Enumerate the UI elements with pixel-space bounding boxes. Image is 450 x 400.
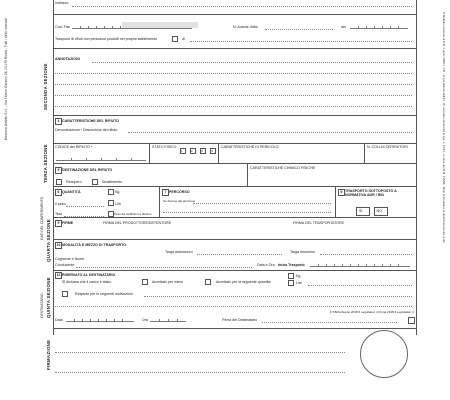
percorso-title: PERCORSO [169,190,190,194]
stamp-circle [360,330,408,378]
quantita-kg-label: Kg. [115,190,121,194]
section-10-number: 10 [56,243,61,247]
indirizzo-line[interactable] [72,6,412,7]
section-8-number: 8 [338,189,345,196]
stamp-area-line-2[interactable] [55,372,345,373]
accettato-quantita-checkbox[interactable] [205,279,211,285]
firme-title: FIRME [62,221,74,225]
adr-no-label: NO [376,208,382,213]
caratteristiche-pericolo-label: CARATTERISTICHE DI PERICOLO [221,145,279,149]
percorso-line-1[interactable] [193,203,331,204]
n-autoriz-label: N. Autoriz./Albo [233,25,258,29]
modalita-title: MODALITÀ E MEZZO DI TRASPORTO [62,243,127,247]
respinto-label: Respinto per le seguenti motivazioni [75,292,133,296]
recupero-label: Recupero [66,180,82,184]
section-4-number: 4 [55,118,62,125]
stato-fisico-2-label: 2 [191,148,193,153]
inizio-trasporto-label: Inizio Trasporto [278,263,305,267]
percorso-subtitle: Se diverso dal più breve [163,199,196,203]
tara-label: Tara [55,212,62,216]
del-date-field[interactable] [350,23,408,29]
accettato-intero-checkbox[interactable] [142,279,148,285]
data-ora-label: Data e Ora [257,263,275,267]
section-3-label: TERZA SEZIONE [43,144,48,183]
section-5-label: QUINTA SEZIONE [46,276,51,318]
accettato-intero-label: Accettato per intero [152,280,184,284]
section-5-small-label: DESTINATARIO [40,293,44,318]
main-left-border [53,0,54,335]
smaltimento-label: Smaltimento [102,180,122,184]
colli-label: N. COLLI/CONTENITORI [367,145,408,149]
legal-vertical-text: ® Modello conforme al D.M. 1 aprile 1998 n. 145 - di tipo definito dall'art. 15, secondo comma del D.Lgs. n. 22/97 - ai sensi del D.M. 145/98 - Mod. di formulario di identificazione del rifiuto [442,12,446,243]
stato-fisico-3-label: 3 [201,148,203,153]
dest-kg-checkbox[interactable] [288,273,294,279]
targa-rimorchio-line[interactable] [320,254,412,255]
section-7-number: 7 [162,189,169,196]
del-label: del [341,25,346,29]
codice-rifiuto-label: CODICE del RIFIUTO * [55,145,93,149]
dest-litri-checkbox[interactable] [288,280,294,286]
caratteristiche-title: CARATTERISTICHE DEL RIFIUTO [62,119,120,123]
annotazioni-line-3[interactable] [55,84,412,85]
data-field[interactable] [66,316,134,322]
annotazioni-title: ANNOTAZIONI [55,57,80,61]
adr-si-label: SI [359,208,363,213]
firmazione-label: FIRMAZIONE [46,339,51,370]
stato-fisico-1-label: 1 [181,148,183,153]
section-11-number: 11 [56,273,61,277]
destinatario-title: RISERVATO AL DESTINATARIO [62,273,116,277]
cognome-nome-label: Cognome e Nome [55,257,85,261]
footer-small-right: F.T.B/Ambiente 2018 5 Legislativo 4 Firma 2018 4 Legislativo 4 [330,310,414,314]
conducente-line[interactable] [76,267,252,268]
cod-fisc-gray-band [122,22,198,28]
firma-destinatario-label: Firma del Destinatario [222,318,258,322]
section-9-number: 9 [55,220,62,227]
section-2-label: SECONDA SEZIONE [43,63,48,110]
conducente-label: Conducente [55,263,75,267]
stato-fisico-4-label: 4 [211,148,213,153]
n-autoriz-line[interactable] [265,29,333,30]
data-label: Data [55,318,63,322]
respinto-line-1[interactable] [144,296,412,297]
section-5-number: 5 [55,167,62,174]
chimico-fisiche-label: CARATTERISTICHE CHIMICO FISICHE [250,166,316,170]
annotazioni-line-1[interactable] [92,62,412,63]
quantita-litri-checkbox[interactable] [108,200,114,206]
section-6-number: 6 [55,189,62,196]
ora-label: Ora [142,318,148,322]
ora-field[interactable] [150,316,186,322]
indirizzo-label: Indirizzo [55,1,69,5]
targa-automezzo-line[interactable] [197,254,282,255]
stato-fisico-label: STATO FISICO [152,145,177,149]
section-4-label: QUARTA SEZIONE [46,219,51,262]
stamp-area-line-1[interactable] [55,352,345,353]
main-right-border [416,0,417,335]
section-4-small-label: DATI DEL CONFERIMENTO [40,196,44,240]
quantita-kg-checkbox[interactable] [108,189,114,195]
firma-produttore-label: FIRMA DEL PRODUTTORE/DETENTORE [103,221,172,225]
percorso-line-2[interactable] [163,212,331,213]
annotazioni-line-4[interactable] [55,95,412,96]
page-number-box [408,317,415,324]
firma-destinatario-line[interactable] [262,322,397,323]
peso-verificarsi-label: Peso da verificarsi a destino [114,212,152,216]
destinazione-title: DESTINAZIONE DEL RIFIUTO [62,168,113,172]
quantita-title: QUANTITÀ [62,190,81,194]
si-dichiara-label: Si dichiara che il carico è stato: [62,280,112,284]
printer-vertical-text: Edizione Ambito S.r.l. - Via Tiberio Garzoni 24, 00179 Roma - Tutti i diritti riservati [4,18,8,140]
targa-rimorchio-label: Targa rimorchio [290,250,315,254]
inizio-trasporto-field[interactable] [310,261,410,267]
peso-line[interactable] [66,206,104,207]
codice-rifiuto-field[interactable] [56,155,146,161]
dest-litri-label: Litri [296,281,302,285]
respinto-checkbox[interactable] [62,291,68,297]
smaltimento-checkbox[interactable] [92,179,98,185]
denominazione-label: Denominazione / Descrizione del rifiuto [55,128,118,132]
targa-automezzo-label: Targa automezzo [165,250,193,254]
dest-kg-label: Kg. [296,274,302,278]
annotazioni-line-2[interactable] [55,73,412,74]
trasporto-proprio-label: Trasporto di rifiuti non pericolosi prodotti nel proprio stabilimento [55,37,157,41]
firma-trasportatore-label: FIRMA DEL TRASPORTATORE [293,221,345,225]
cod-fisc-label: Cod. Fisc. [55,25,72,29]
respinto-line-2[interactable] [55,306,412,307]
recupero-checkbox[interactable] [56,179,62,185]
di-line[interactable] [190,41,412,42]
di-label: di [182,37,185,41]
adr-title: TRASPORTO SOTTOPOSTO A NORMATIVA ADR / RID [345,189,397,197]
quantita-litri-label: Litri [115,202,121,206]
accettato-quantita-label: Accettato per la seguente quantità [216,280,271,284]
annotazioni-line-5[interactable] [55,106,412,107]
denominazione-line[interactable] [128,132,412,133]
peso-stima-label: Il peso [55,202,66,206]
dest-quantita-line[interactable] [308,285,412,286]
trasporto-proprio-checkbox[interactable] [172,36,178,42]
